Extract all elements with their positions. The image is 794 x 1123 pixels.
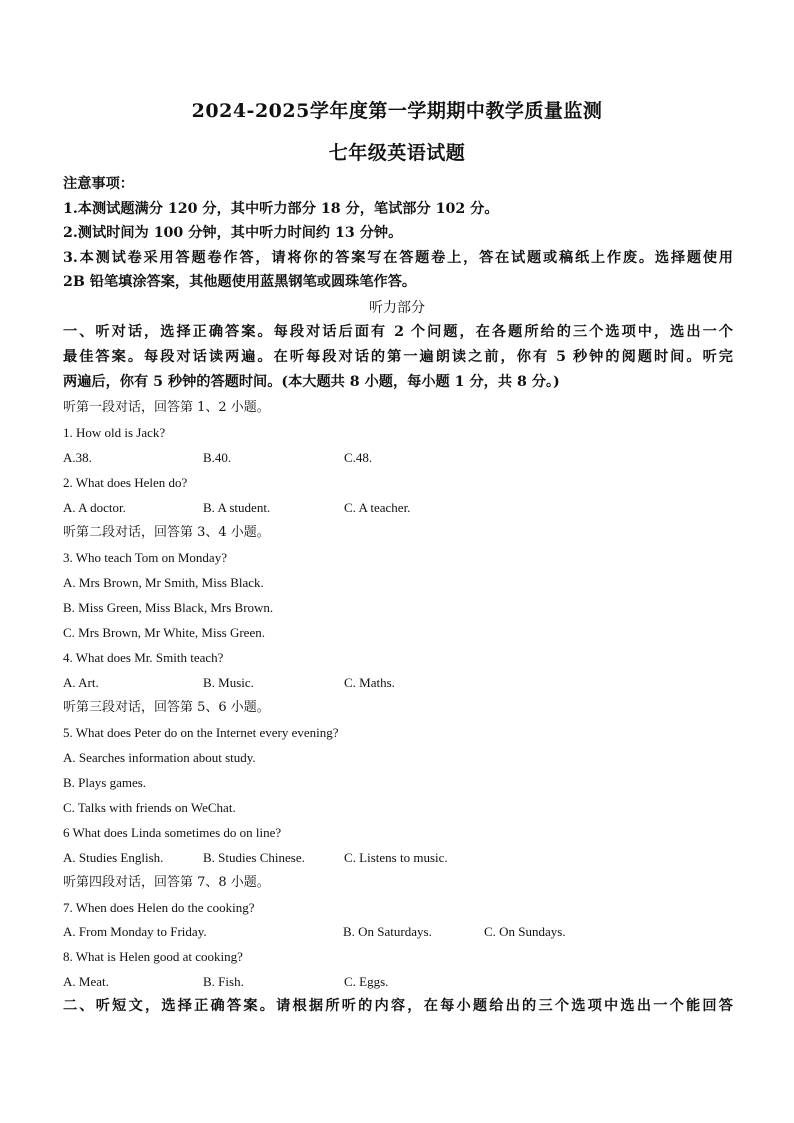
dialog-4-heading: 听第四段对话，回答第 7、8 小题。 (63, 875, 270, 890)
question-2: 2. What does Helen do? (63, 475, 188, 490)
option-a: A. From Monday to Friday. (63, 924, 207, 939)
option-b: B. Miss Green, Miss Black, Mrs Brown. (63, 600, 274, 615)
option-a: A. Searches information about study. (63, 750, 256, 765)
dialog-1-heading: 听第一段对话，回答第 1、2 小题。 (63, 400, 270, 415)
option-c: C. Listens to music. (344, 850, 448, 865)
section1-instructions: 最佳答案。每段对话读两遍。在听每段对话的第一遍朗读之前，你有 5 秒钟的阅题时间。听完 (63, 349, 733, 365)
notes-heading: 注意事项： (63, 176, 134, 192)
option-c: C.48. (344, 450, 373, 465)
option-a: A.38. (63, 450, 92, 465)
option-c: C. On Sundays. (484, 924, 566, 939)
option-a: A. A doctor. (63, 500, 126, 515)
exam-title: 2024-2025学年度第一学期期中教学质量监测 (191, 100, 603, 122)
question-8: 8. What is Helen good at cooking? (63, 949, 243, 964)
option-c: C. Mrs Brown, Mr White, Miss Green. (63, 625, 265, 640)
option-a: A. Studies English. (63, 850, 164, 865)
option-b: B. On Saturdays. (343, 924, 432, 939)
option-c: C. Eggs. (344, 974, 389, 989)
note-item: 3.本测试卷采用答题卷作答，请将你的答案写在答题卷上，答在试题或稿纸上作废。选择题使用 (63, 250, 733, 266)
option-b: B. A student. (203, 500, 271, 515)
option-a: A. Meat. (63, 974, 109, 989)
question-7: 7. When does Helen do the cooking? (63, 900, 255, 915)
section2-instructions: 二、听短文，选择正确答案。请根据所听的内容，在每小题给出的三个选项中选出一个能回答 (63, 998, 733, 1014)
option-c: C. A teacher. (344, 500, 411, 515)
option-b: B. Music. (203, 675, 254, 690)
note-item: 2B 铅笔填涂答案，其他题使用蓝黑钢笔或圆珠笔作答。 (63, 274, 417, 290)
question-4: 4. What does Mr. Smith teach? (63, 650, 224, 665)
section1-instructions: 两遍后，你有 5 秒钟的答题时间。(本大题共 8 小题，每小题 1 分，共 8 分。) (63, 374, 560, 390)
option-c: C. Talks with friends on WeChat. (63, 800, 236, 815)
question-5: 5. What does Peter do on the Internet every evening? (63, 725, 339, 740)
dialog-2-heading: 听第二段对话，回答第 3、4 小题。 (63, 525, 270, 540)
option-c: C. Maths. (344, 675, 395, 690)
question-6: 6 What does Linda sometimes do on line? (63, 825, 282, 840)
question-1: 1. How old is Jack? (63, 425, 166, 440)
exam-subtitle: 七年级英语试题 (328, 142, 466, 164)
section1-instructions: 一、听对话，选择正确答案。每段对话后面有 2 个问题，在各题所给的三个选项中，选出一个 (63, 324, 733, 340)
dialog-3-heading: 听第三段对话，回答第 5、6 小题。 (63, 700, 270, 715)
option-a: A. Mrs Brown, Mr Smith, Miss Black. (63, 575, 264, 590)
listening-heading: 听力部分 (369, 300, 425, 316)
option-b: B. Fish. (203, 974, 244, 989)
option-b: B. Studies Chinese. (203, 850, 305, 865)
question-3: 3. Who teach Tom on Monday? (63, 550, 227, 565)
option-b: B.40. (203, 450, 232, 465)
note-item: 1.本测试题满分 120 分，其中听力部分 18 分，笔试部分 102 分。 (63, 201, 499, 217)
option-b: B. Plays games. (63, 775, 147, 790)
note-item: 2.测试时间为 100 分钟，其中听力时间约 13 分钟。 (63, 225, 403, 241)
option-a: A. Art. (63, 675, 99, 690)
